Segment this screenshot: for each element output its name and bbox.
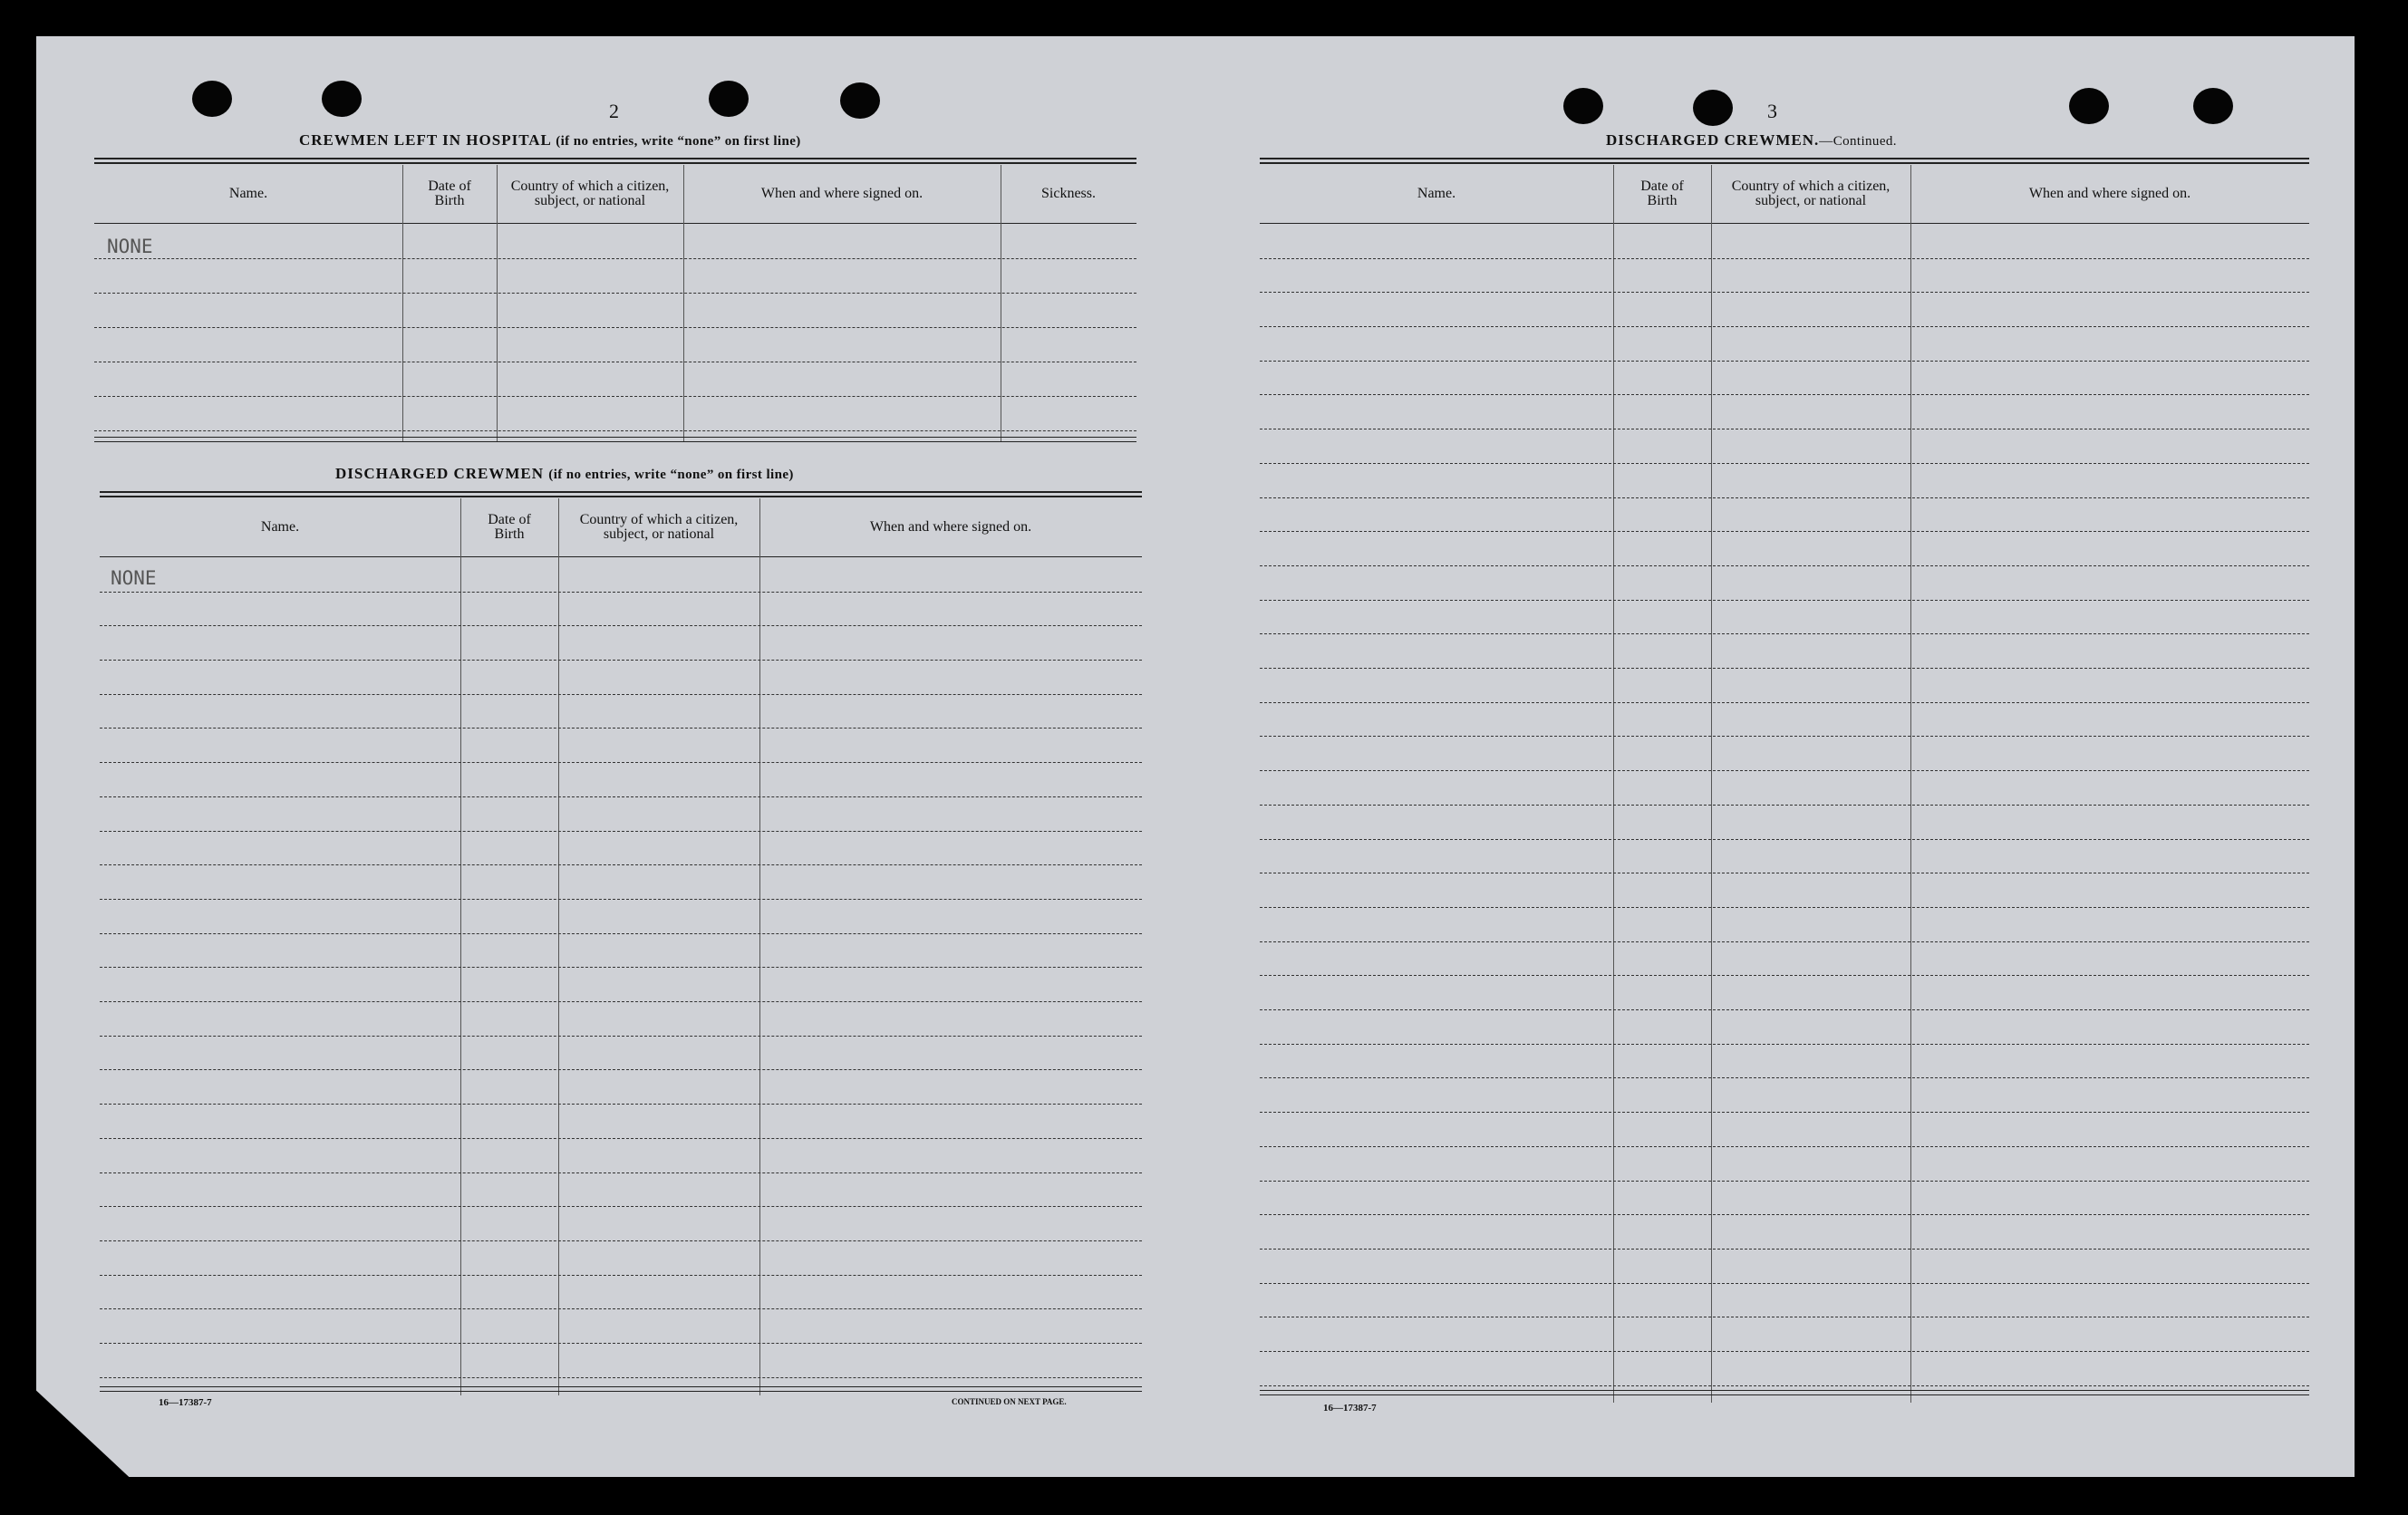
col-header-name: Name.: [1417, 186, 1456, 201]
table-row: [100, 660, 1142, 695]
table-row: [94, 327, 1136, 362]
table-row: [94, 224, 1136, 259]
punch-hole: [322, 81, 362, 117]
table-row: [1260, 600, 2309, 635]
table-row: [1260, 941, 2309, 977]
table-row: [1260, 770, 2309, 806]
table-row: [100, 1206, 1142, 1241]
table-row: [1260, 1181, 2309, 1216]
table-header: [94, 165, 1136, 224]
double-rule: [1260, 158, 2309, 164]
table-row: [1260, 839, 2309, 874]
table-row: [1260, 633, 2309, 669]
table-row: [94, 362, 1136, 397]
discharged-table: [100, 491, 1142, 1394]
col-header-dob: Date of Birth: [488, 512, 531, 542]
col-header-signed-on: When and where signed on.: [869, 519, 1032, 535]
table-row: [1260, 1009, 2309, 1045]
table-row: [1260, 429, 2309, 464]
table-row: [100, 967, 1142, 1002]
table-row: [1260, 668, 2309, 703]
table-header: [100, 498, 1142, 557]
table-row: [1260, 1044, 2309, 1079]
discharged-title: DISCHARGED CREWMEN: [335, 465, 545, 482]
table-row: [100, 1275, 1142, 1310]
table-row: [1260, 463, 2309, 498]
hospital-subtitle: (if no entries, write “none” on first line): [556, 134, 801, 149]
table-row: [1260, 224, 2309, 259]
table-row: [100, 1343, 1142, 1378]
hospital-entry: NONE: [107, 236, 153, 257]
right-subtitle: —Continued.: [1819, 134, 1897, 149]
discharged-subtitle: (if no entries, write “none” on first line): [548, 468, 794, 482]
right-form-number: 16—17387-7: [1323, 1403, 1377, 1414]
table-row: [1260, 975, 2309, 1010]
col-header-name: Name.: [260, 519, 300, 535]
table-row: [100, 1070, 1142, 1105]
punch-hole: [192, 81, 232, 117]
table-row: [100, 762, 1142, 797]
col-header-signed-on: When and where signed on.: [760, 186, 924, 201]
discharged-entry: NONE: [111, 567, 157, 589]
double-rule: [94, 437, 1136, 442]
table-row: [1260, 395, 2309, 430]
table-row: [1260, 805, 2309, 840]
left-form-number: 16—17387-7: [159, 1397, 212, 1408]
table-row: [1260, 497, 2309, 533]
punch-hole: [1563, 88, 1603, 124]
table-row: [1260, 1317, 2309, 1352]
col-header-sickness: Sickness.: [1041, 186, 1096, 201]
hospital-title: CREWMEN LEFT IN HOSPITAL: [299, 131, 551, 149]
table-row: [1260, 292, 2309, 327]
table-header: [1260, 165, 2309, 224]
punch-hole: [840, 82, 880, 119]
table-row: [1260, 258, 2309, 294]
punch-hole: [2193, 88, 2233, 124]
table-row: [1260, 873, 2309, 908]
table-row: [100, 1240, 1142, 1276]
right-page-number: 3: [1767, 100, 1777, 122]
punch-hole: [1693, 90, 1733, 126]
punch-hole: [2069, 88, 2109, 124]
table-row: [1260, 702, 2309, 738]
col-header-country: Country of which a citizen, subject, or national: [510, 179, 670, 208]
table-row: [1260, 907, 2309, 942]
table-row: [1260, 737, 2309, 772]
double-rule: [94, 158, 1136, 164]
table-row: [100, 1036, 1142, 1071]
table-row: [100, 694, 1142, 729]
right-title: DISCHARGED CREWMEN.: [1606, 131, 1820, 149]
table-row: [94, 293, 1136, 328]
right-section-title: [1606, 131, 1897, 150]
table-row: [100, 557, 1142, 593]
col-header-dob: Date of Birth: [428, 179, 471, 208]
table-row: [1260, 1249, 2309, 1284]
table-row: [1260, 531, 2309, 566]
table-row: [100, 625, 1142, 661]
col-header-country: Country of which a citizen, subject, or national: [1731, 179, 1891, 208]
table-row: [100, 831, 1142, 866]
double-rule: [100, 1386, 1142, 1392]
discharged-continued-table: [1260, 158, 2309, 1403]
table-row: [1260, 361, 2309, 396]
table-row: [100, 1308, 1142, 1344]
table-row: [1260, 1351, 2309, 1386]
table-row: [100, 1001, 1142, 1037]
table-row: [100, 1138, 1142, 1173]
table-row: [94, 396, 1136, 431]
double-rule: [100, 491, 1142, 497]
continued-note: CONTINUED ON NEXT PAGE.: [952, 1397, 1067, 1406]
table-row: [100, 796, 1142, 832]
table-row: [1260, 1283, 2309, 1318]
punch-hole: [709, 81, 749, 117]
hospital-section-title: [299, 131, 801, 150]
hospital-table: [94, 158, 1136, 442]
table-row: [1260, 565, 2309, 601]
table-row: [1260, 1214, 2309, 1250]
table-row: [100, 1104, 1142, 1139]
table-row: [100, 1172, 1142, 1208]
table-row: [1260, 326, 2309, 362]
table-row: [100, 864, 1142, 900]
table-row: [1260, 1146, 2309, 1182]
table-row: [1260, 1112, 2309, 1147]
left-page-number: 2: [609, 100, 619, 122]
table-row: [1260, 1078, 2309, 1114]
table-row: [100, 899, 1142, 934]
col-header-country: Country of which a citizen, subject, or national: [579, 512, 739, 542]
col-header-signed-on: When and where signed on.: [2028, 186, 2191, 201]
col-header-name: Name.: [228, 186, 268, 201]
col-header-dob: Date of Birth: [1640, 179, 1684, 208]
discharged-section-title: [335, 465, 794, 483]
double-rule: [1260, 1390, 2309, 1395]
table-row: [100, 729, 1142, 764]
table-row: [100, 933, 1142, 969]
table-row: [100, 592, 1142, 627]
table-row: [94, 258, 1136, 294]
